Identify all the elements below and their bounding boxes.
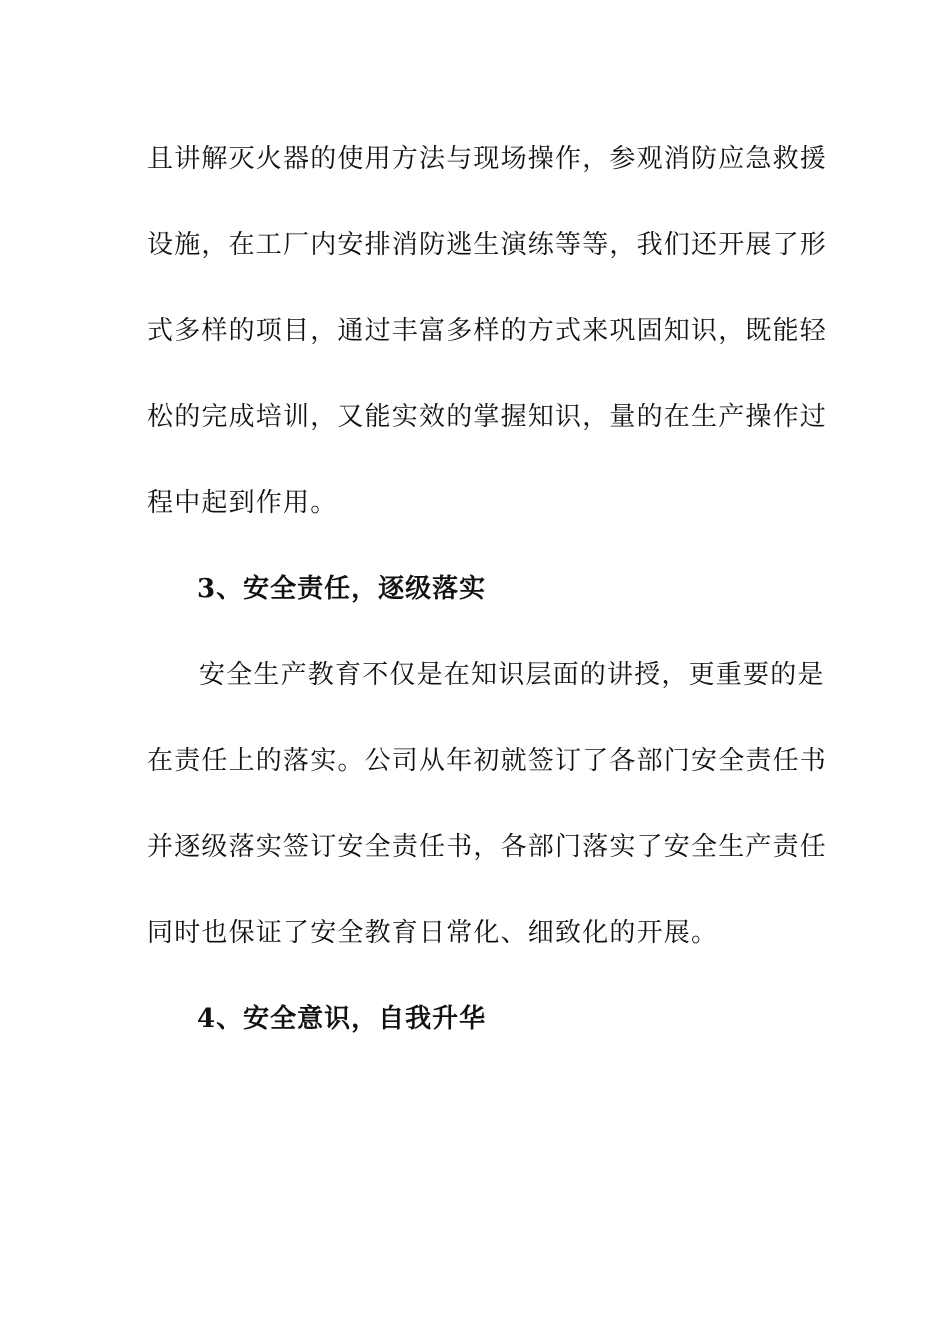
paragraph-line: 式多样的项目，通过丰富多样的方式来巩固知识，既能轻 <box>147 316 828 346</box>
paragraph-line: 程中起到作用。 <box>147 488 338 518</box>
paragraph-line: 松的完成培训，又能实效的掌握知识，量的在生产操作过 <box>147 402 828 432</box>
section-heading-3: 3、安全责任，逐级落实 <box>197 574 487 604</box>
paragraph-line: 在责任上的落实。公司从年初就签订了各部门安全责任书 <box>147 746 828 776</box>
section-heading-4: 4、安全意识，自我升华 <box>197 1004 487 1034</box>
paragraph-line: 且讲解灭火器的使用方法与现场操作，参观消防应急救援 <box>147 144 828 174</box>
paragraph-line: 设施，在工厂内安排消防逃生演练等等，我们还开展了形 <box>147 230 828 260</box>
paragraph-line: 并逐级落实签订安全责任书，各部门落实了安全生产责任 <box>147 832 828 862</box>
paragraph-line: 同时也保证了安全教育日常化、细致化的开展。 <box>147 918 719 948</box>
paragraph-line: 安全生产教育不仅是在知识层面的讲授，更重要的是 <box>199 660 825 690</box>
